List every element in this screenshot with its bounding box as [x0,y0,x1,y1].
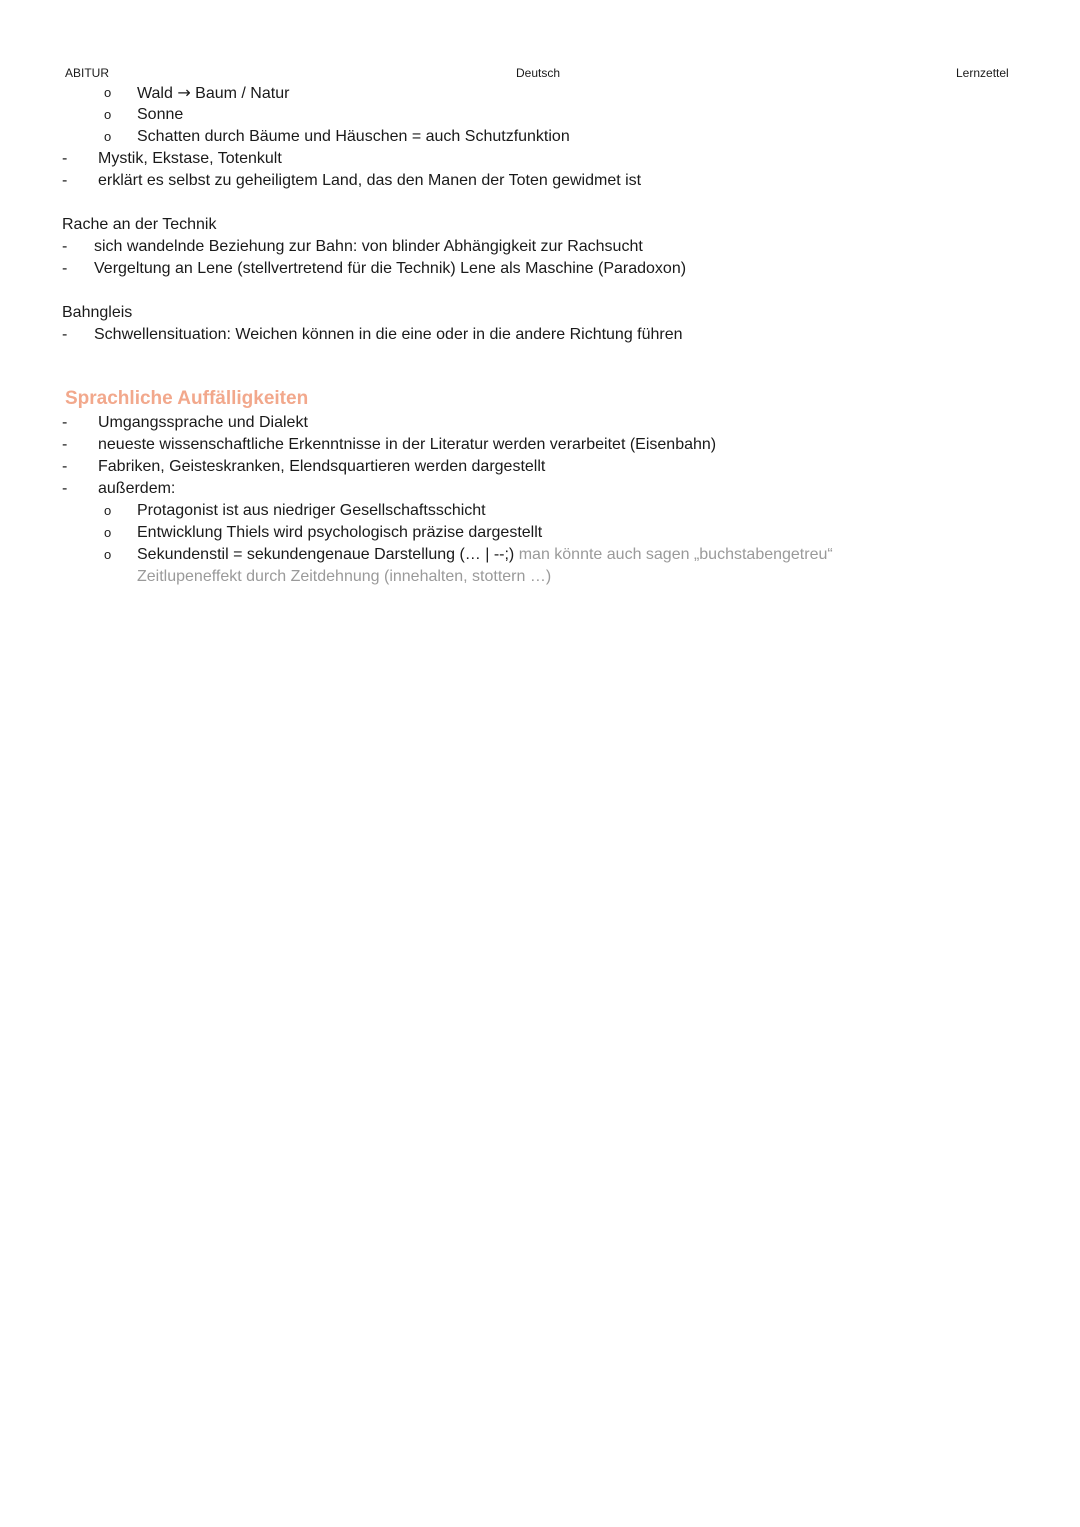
header-subject: Deutsch [516,66,561,80]
dash-bullet: - [62,326,68,343]
heading-rache: Rache an der Technik [62,216,217,233]
list-item-text: Entwicklung Thiels wird psychologisch präzise dargestellt [137,524,543,541]
list-item-text: Protagonist ist aus niedriger Gesellschaftsschicht [137,502,486,519]
header-subject-level: ABITUR [65,66,110,80]
circle-bullet: o [104,85,112,100]
circle-bullet: o [104,107,112,122]
section-title-sprachlich: Sprachliche Auffälligkeiten [65,388,309,409]
list-item-text: Vergeltung an Lene (stellvertretend für die Technik) Lene als Maschine (Paradoxon) [94,260,687,277]
circle-bullet: o [104,547,112,562]
list-item-text [137,544,833,566]
list-item-text: erklärt es selbst zu geheiligtem Land, das den Manen der Toten gewidmet ist [98,172,642,189]
list-item-text: Fabriken, Geisteskranken, Elendsquartieren werden dargestellt [98,458,546,475]
list-item-text: Wald → Baum / Natur [137,83,290,102]
list-item-text: Umgangssprache und Dialekt [98,414,308,431]
dash-bullet: - [62,414,68,431]
spacer [0,368,1080,388]
dash-bullet: - [62,172,68,189]
sekundenstil-continuation: Zeitlupeneffekt durch Zeitdehnung (innehalten, stottern …) [137,568,552,585]
heading-bahngleis: Bahngleis [62,304,133,321]
dash-bullet: - [62,150,68,167]
list-item [0,258,1080,280]
list-item-text: außerdem: [98,480,176,497]
circle-bullet: o [104,503,112,518]
list-item-text: Sonne [137,106,184,123]
spacer [0,280,1080,302]
list-item [0,500,1080,522]
section-heading [0,302,1080,324]
list-item [0,82,1080,104]
list-item-text: Schatten durch Bäume und Häuschen = auch Schutzfunktion [137,128,570,145]
sekundenstil-main: Sekundenstil = sekundengenaue Darstellung (… | --;) [137,546,515,563]
circle-bullet: o [104,525,112,540]
list-item-text: Mystik, Ekstase, Totenkult [98,150,282,167]
dash-bullet: - [62,238,68,255]
circle-bullet: o [104,129,112,144]
list-item [0,434,1080,456]
list-item [0,170,1080,192]
document-body [0,82,1080,588]
spacer [0,346,1080,368]
list-item [0,456,1080,478]
header-doc-type: Lernzettel [956,66,1009,80]
list-item [0,412,1080,434]
arrow-right-icon: → [177,83,191,102]
dash-bullet: - [62,260,68,277]
list-item [0,236,1080,258]
list-item [0,478,1080,500]
list-item [0,544,1080,566]
sekundenstil-note: man könnte auch sagen „buchstabengetreu“ [514,546,833,563]
list-item-text: sich wandelnde Beziehung zur Bahn: von blinder Abhängigkeit zur Rachsucht [94,238,643,255]
page-header [0,66,1080,82]
spacer [0,192,1080,214]
list-item [0,148,1080,170]
dash-bullet: - [62,436,68,453]
dash-bullet: - [62,480,68,497]
list-item [0,126,1080,148]
dash-bullet: - [62,458,68,475]
list-item-text: neueste wissenschaftliche Erkenntnisse in der Literatur werden verarbeitet (Eisenbahn) [98,436,717,453]
section-heading [0,214,1080,236]
list-item-text: Schwellensituation: Weichen können in die eine oder in die andere Richtung führen [94,326,683,343]
list-item [0,104,1080,126]
section-heading [0,388,1080,412]
list-item [0,522,1080,544]
list-item-continuation [0,566,1080,588]
list-item [0,324,1080,346]
